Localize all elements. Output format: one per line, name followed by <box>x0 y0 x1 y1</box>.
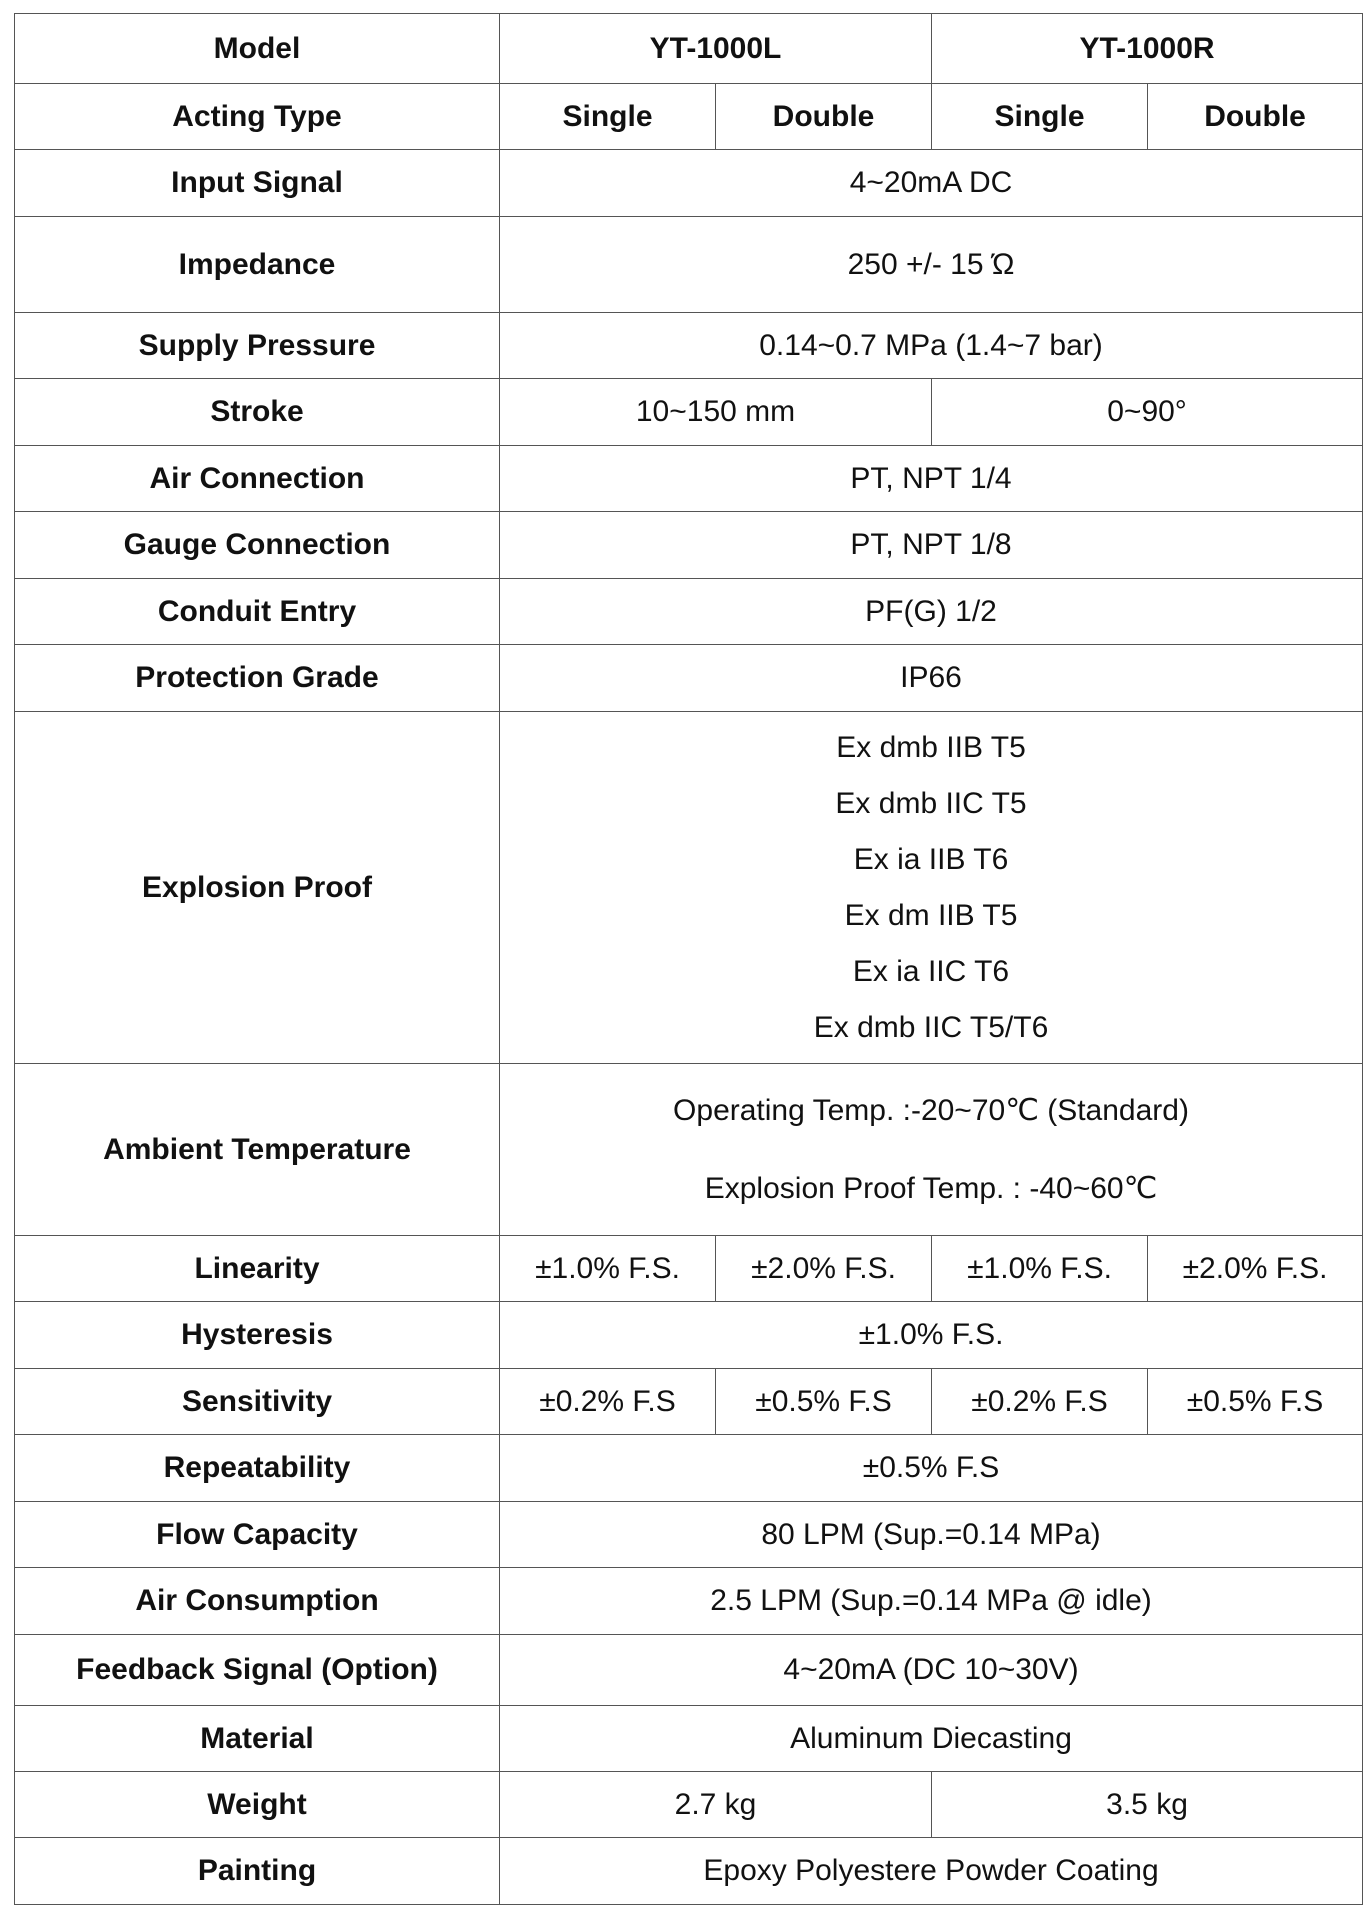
stroke-label: Stroke <box>15 379 500 446</box>
explosion-proof-label: Explosion Proof <box>15 712 500 1064</box>
conduit-entry-value: PF(G) 1/2 <box>500 579 1363 645</box>
explosion-proof-rating: Ex ia IIB T6 <box>853 842 1009 876</box>
linearity-row <box>15 1236 1363 1302</box>
repeatability-value: ±0.5% F.S <box>500 1435 1363 1502</box>
linearity-value: ±2.0% F.S. <box>716 1236 932 1302</box>
gauge-connection-row <box>15 512 1363 579</box>
hysteresis-row <box>15 1302 1363 1369</box>
ambient-temperature-cell <box>500 1064 1363 1236</box>
model-value-yt1000l: YT-1000L <box>500 14 932 84</box>
gauge-connection-label: Gauge Connection <box>15 512 500 579</box>
flow-capacity-row <box>15 1502 1363 1568</box>
feedback-signal-label: Feedback Signal (Option) <box>15 1635 500 1706</box>
sensitivity-value: ±0.2% F.S <box>932 1369 1148 1435</box>
explosion-proof-cell <box>500 712 1363 1064</box>
linearity-value: ±1.0% F.S. <box>932 1236 1148 1302</box>
spec-table <box>14 13 1363 1905</box>
model-label: Model <box>15 14 500 84</box>
explosion-proof-rating: Ex dm IIB T5 <box>844 898 1018 932</box>
sensitivity-value: ±0.5% F.S <box>1148 1369 1363 1435</box>
stroke-row <box>15 379 1363 446</box>
painting-value: Epoxy Polyestere Powder Coating <box>500 1838 1363 1905</box>
input-signal-value: 4~20mA DC <box>500 150 1363 217</box>
sensitivity-label: Sensitivity <box>15 1369 500 1435</box>
explosion-proof-rating: Ex dmb IIC T5/T6 <box>813 1010 1049 1044</box>
explosion-proof-rating: Ex ia IIC T6 <box>852 954 1010 988</box>
explosion-proof-list <box>504 730 1358 1046</box>
weight-value-yt1000l: 2.7 kg <box>500 1772 932 1838</box>
material-row <box>15 1706 1363 1772</box>
impedance-label: Impedance <box>15 217 500 313</box>
gauge-connection-value: PT, NPT 1/8 <box>500 512 1363 579</box>
input-signal-row <box>15 150 1363 217</box>
supply-pressure-label: Supply Pressure <box>15 313 500 379</box>
hysteresis-value: ±1.0% F.S. <box>500 1302 1363 1369</box>
air-consumption-value: 2.5 LPM (Sup.=0.14 MPa @ idle) <box>500 1568 1363 1635</box>
material-value: Aluminum Diecasting <box>500 1706 1363 1772</box>
air-connection-label: Air Connection <box>15 446 500 512</box>
supply-pressure-row <box>15 313 1363 379</box>
sensitivity-value: ±0.2% F.S <box>500 1369 716 1435</box>
flow-capacity-label: Flow Capacity <box>15 1502 500 1568</box>
conduit-entry-row <box>15 579 1363 645</box>
impedance-value: 250 +/- 15 Ώ <box>500 217 1363 313</box>
acting-type-value: Single <box>932 84 1148 150</box>
explosion-proof-temp-value: Explosion Proof Temp. : -40~60℃ <box>704 1171 1158 1205</box>
acting-type-label: Acting Type <box>15 84 500 150</box>
sensitivity-value: ±0.5% F.S <box>716 1369 932 1435</box>
hysteresis-label: Hysteresis <box>15 1302 500 1369</box>
weight-label: Weight <box>15 1772 500 1838</box>
supply-pressure-value: 0.14~0.7 MPa (1.4~7 bar) <box>500 313 1363 379</box>
material-label: Material <box>15 1706 500 1772</box>
painting-label: Painting <box>15 1838 500 1905</box>
explosion-proof-rating: Ex dmb IIC T5 <box>835 786 1027 820</box>
conduit-entry-label: Conduit Entry <box>15 579 500 645</box>
explosion-proof-row <box>15 712 1363 1064</box>
weight-value-yt1000r: 3.5 kg <box>932 1772 1363 1838</box>
sensitivity-row <box>15 1369 1363 1435</box>
stroke-value-rotary: 0~90° <box>932 379 1363 446</box>
impedance-row <box>15 217 1363 313</box>
linearity-value: ±2.0% F.S. <box>1148 1236 1363 1302</box>
ambient-temperature-row <box>15 1064 1363 1236</box>
protection-grade-value: IP66 <box>500 645 1363 712</box>
air-connection-value: PT, NPT 1/4 <box>500 446 1363 512</box>
protection-grade-label: Protection Grade <box>15 645 500 712</box>
painting-row <box>15 1838 1363 1905</box>
explosion-proof-rating: Ex dmb IIB T5 <box>836 730 1026 764</box>
acting-type-value: Double <box>716 84 932 150</box>
acting-type-value: Double <box>1148 84 1363 150</box>
ambient-temperature-label: Ambient Temperature <box>15 1064 500 1236</box>
model-row <box>15 14 1363 84</box>
feedback-signal-row <box>15 1635 1363 1706</box>
feedback-signal-value: 4~20mA (DC 10~30V) <box>500 1635 1363 1706</box>
linearity-value: ±1.0% F.S. <box>500 1236 716 1302</box>
repeatability-row <box>15 1435 1363 1502</box>
air-consumption-row <box>15 1568 1363 1635</box>
acting-type-row <box>15 84 1363 150</box>
linearity-label: Linearity <box>15 1236 500 1302</box>
weight-row <box>15 1772 1363 1838</box>
air-connection-row <box>15 446 1363 512</box>
repeatability-label: Repeatability <box>15 1435 500 1502</box>
acting-type-value: Single <box>500 84 716 150</box>
input-signal-label: Input Signal <box>15 150 500 217</box>
air-consumption-label: Air Consumption <box>15 1568 500 1635</box>
operating-temp-value: Operating Temp. :-20~70℃ (Standard) <box>673 1093 1189 1127</box>
flow-capacity-value: 80 LPM (Sup.=0.14 MPa) <box>500 1502 1363 1568</box>
model-value-yt1000r: YT-1000R <box>932 14 1363 84</box>
ambient-temperature-list <box>504 1093 1358 1207</box>
protection-grade-row <box>15 645 1363 712</box>
stroke-value-linear: 10~150 mm <box>500 379 932 446</box>
